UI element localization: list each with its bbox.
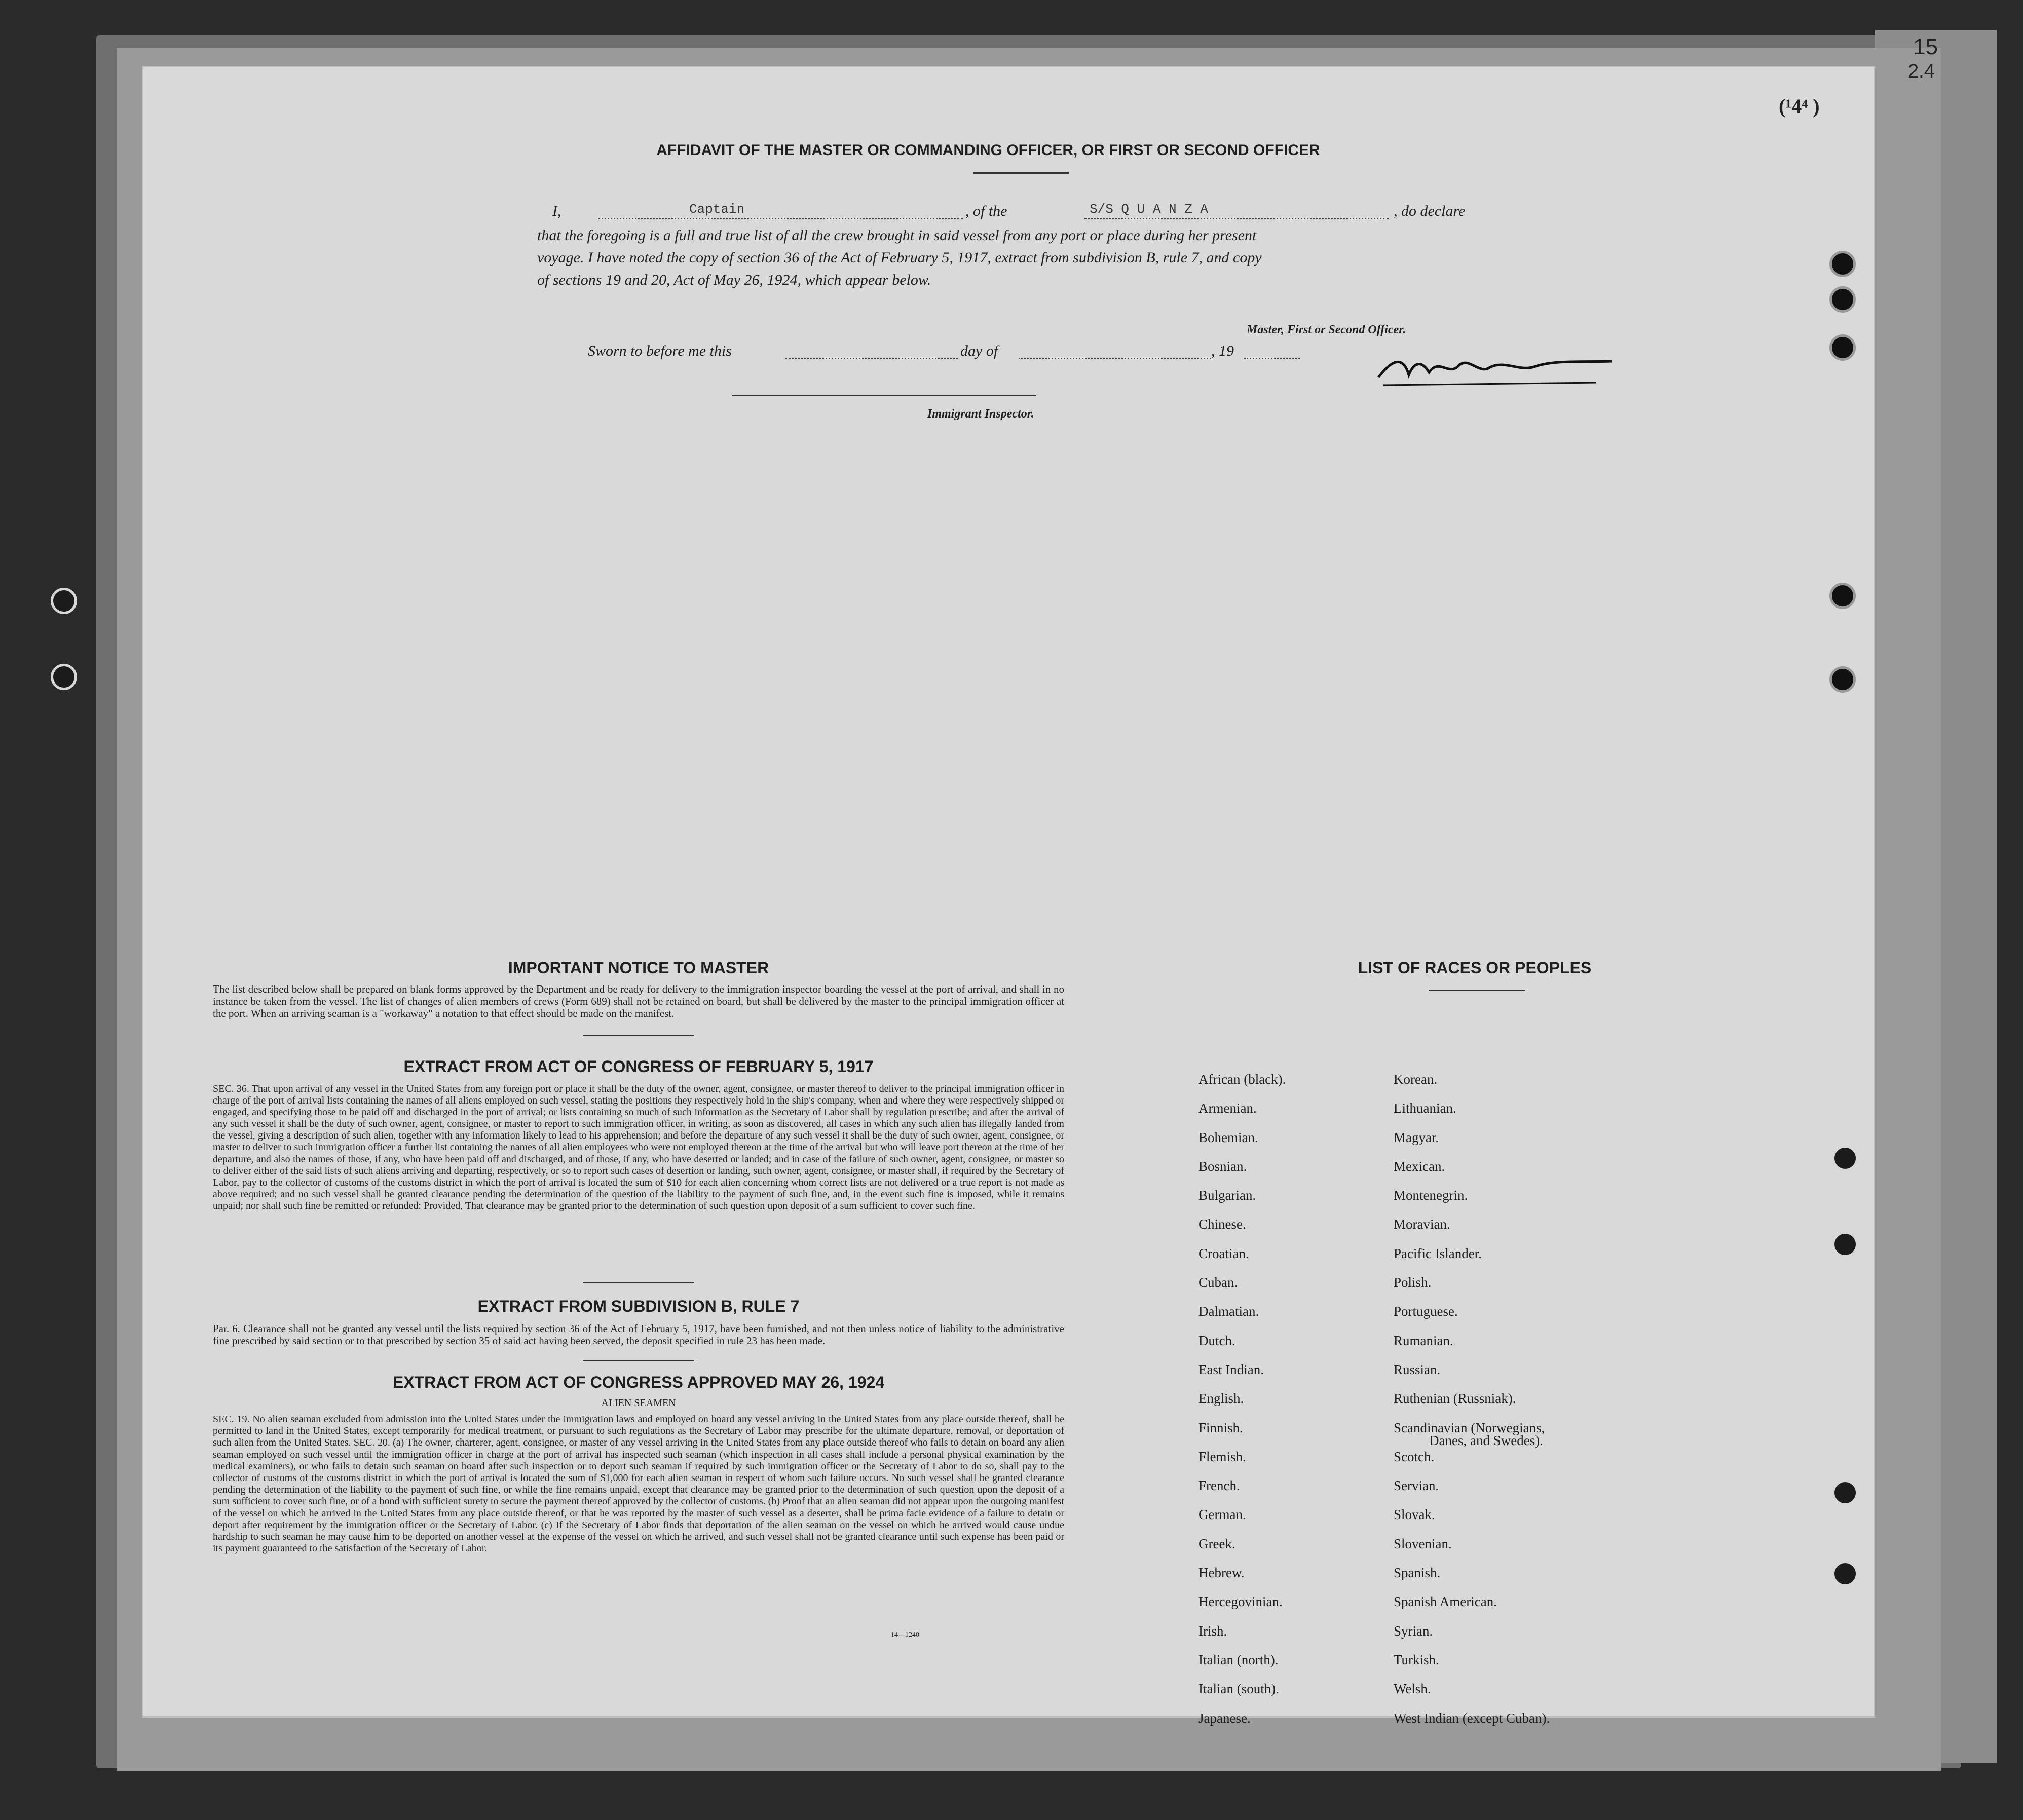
- race-item: Bohemian.: [1198, 1129, 1258, 1145]
- affidavit-title: AFFIDAVIT OF THE MASTER OR COMMANDING OFFICER, OR FIRST OR SECOND OFFICER: [656, 142, 1320, 159]
- binder-hole-icon: [1829, 666, 1856, 693]
- race-item: Pacific Islander.: [1394, 1245, 1482, 1261]
- binder-hole-icon: [51, 664, 77, 690]
- race-item: Irish.: [1198, 1623, 1227, 1639]
- race-item: Slovenian.: [1394, 1536, 1452, 1551]
- race-item: Polish.: [1394, 1275, 1432, 1291]
- race-item: Bosnian.: [1198, 1158, 1247, 1174]
- race-item: Servian.: [1394, 1478, 1439, 1494]
- race-item: Croatian.: [1198, 1245, 1249, 1261]
- affidavit-i: I,: [552, 203, 561, 219]
- title-rule: [973, 172, 1069, 174]
- races-right-column: [1394, 1072, 1550, 1739]
- vessel-value: S/S Q U A N Z A: [1090, 202, 1209, 217]
- race-item: Armenian.: [1198, 1101, 1257, 1116]
- edge-number-1: 15: [1913, 34, 1938, 59]
- extract-1917-rule: [583, 1282, 694, 1283]
- binder-hole-icon: [1829, 251, 1856, 277]
- binder-hole-icon: [1832, 1480, 1858, 1506]
- rule7-rule: [583, 1360, 694, 1361]
- sworn-year-label: , 19: [1211, 343, 1234, 359]
- race-item: Slovak.: [1394, 1507, 1435, 1523]
- form-number: 14—1240: [891, 1631, 919, 1639]
- affidavit-of-the: , of the: [965, 203, 1007, 219]
- race-item: Italian (south).: [1198, 1681, 1279, 1697]
- race-item: Portuguese.: [1394, 1304, 1458, 1319]
- affidavit-line-2: that the foregoing is a full and true list of all the crew brought in said vessel from any port or place during her present: [537, 227, 1257, 244]
- name-line: [598, 218, 963, 219]
- notice-title: IMPORTANT NOTICE TO MASTER: [508, 959, 769, 977]
- rule7-text: Par. 6. Clearance shall not be granted any vessel until the lists required by section 36 of the Act of February 5, 1917, have been furnished, and not then unless notice of liability to the administrative fine prescribed by said section or to that prescribed by section 35 of said act having been served, the deposit specified in rule 23 has been made.: [213, 1322, 1064, 1347]
- affidavit-declare: , do declare: [1394, 203, 1466, 219]
- document-page: [142, 66, 1875, 1726]
- race-item: Magyar.: [1394, 1129, 1439, 1145]
- race-item: Mexican.: [1394, 1158, 1445, 1174]
- race-item: Moravian.: [1394, 1217, 1450, 1232]
- inspector-label: Immigrant Inspector.: [927, 407, 1034, 421]
- race-item: Korean.: [1394, 1072, 1438, 1087]
- race-item: Turkish.: [1394, 1652, 1439, 1667]
- race-item: Cuban.: [1198, 1275, 1238, 1291]
- sworn-prefix: Sworn to before me this: [588, 343, 732, 359]
- edge-number-2: 2.4: [1908, 61, 1935, 82]
- race-item: Hercegovinian.: [1198, 1594, 1283, 1610]
- race-item-continued: Danes, and Swedes).: [1429, 1432, 1543, 1448]
- race-item: Syrian.: [1394, 1623, 1433, 1639]
- race-item: Dutch.: [1198, 1333, 1235, 1348]
- binder-hole-icon: [1829, 583, 1856, 609]
- corner-mark: (¹4⁴ ): [1779, 95, 1820, 118]
- binder-hole-icon: [1832, 1231, 1858, 1258]
- vessel-line: [1084, 218, 1389, 219]
- race-item: Rumanian.: [1394, 1333, 1453, 1348]
- inspector-line: [732, 395, 1036, 396]
- notice-text: The list described below shall be prepared on blank forms approved by the Department and be ready for delivery to the immigration inspector boarding the vessel at the port of arrival, and shall in no instance be taken from the vessel. The list of changes of alien members of crews (Form 689) shall not be retained on board, but shall be delivered by the master to the principal immigration officer at the port. When an arriving seaman is a "workaway" a notation to that effect should be made on the manifest.: [213, 983, 1064, 1019]
- extract-1917-text: SEC. 36. That upon arrival of any vessel in the United States from any foreign port or place it shall be the duty of the owner, agent, consignee, or master thereof to deliver to the principal immigration officer in charge of the port of arrival lists containing the names of all aliens employed on such vessel, stating the positions they respectively hold in the ship's company, when and where they were respectively shipped or engaged, and specifying those to be paid off and discharged in the port of arrival; or lists containing so much of such information as the Secretary of Labor shall by regulation prescribe; and after the arrival of any such vessel it shall be the duty of such owner, agent, consignee, or master to report to such immigration officer, in writing, as soon as discovered, all cases in which any such alien has illegally landed from the vessel, giving a description of such alien, together with any information likely to lead to his apprehension; and before the departure of any such vessel it shall be the duty of such owner, agent, consignee, or master to deliver to such immigration officer a further list containing the names of all alien employees who were not employed thereon at the time of the arrival but who will leave port thereon at the time of her departure, and also the names of those, if any, who have been paid off and discharged, and of those, if any, who have deserted or landed; and in case of the failure of such owner, agent, consignee, or master so to deliver either of the said lists of such aliens arriving and departing, respectively, or so to report such cases of desertion or landing, such owner, agent, consignee, or master shall, if required by the Secretary of Labor, pay to the collector of customs of the customs district in which the port of arrival is located the sum of $10 for each alien concerning whom correct lists are not delivered or a true report is not made as above required; and no such vessel shall be granted clearance pending the determination of the question of the liability to the payment of such fine, and, in the event such fine is imposed, while it remains unpaid; nor shall such fine be remitted or refunded: Provided, That clearance may be granted prior to the determination of such question upon deposit of a sum sufficient to cover such fine.: [213, 1083, 1064, 1211]
- binder-hole-icon: [1832, 1561, 1858, 1587]
- race-item: Montenegrin.: [1394, 1188, 1468, 1203]
- extract-1924-text: SEC. 19. No alien seaman excluded from admission into the United States under the immigration laws and employed on board any vessel arriving in the United States from any place outside thereof, shall be permitted to land in the United States, except temporarily for medical treatment, or pursuant to such regulations as the Secretary of Labor may prescribe for the ultimate departure, removal, or deportation of such alien from the United States. SEC. 20. (a) The owner, charterer, agent, consignee, or master of any vessel arriving in the United States from any place outside thereof who fails to detain on board any alien seaman employed on such vessel until the immigration officer in charge at the port of arrival has inspected such seaman (which inspection in all cases shall include a personal physical examination by the medical examiners), or who fails to detain such seaman on board after such inspection or to deport such seaman if required by such immigration officer or the Secretary of Labor to do so, shall pay to the collector of customs of the customs district in which the port of arrival is located the sum of $1,000 for each alien seaman in respect of whom such failure occurs. No such vessel shall be granted clearance pending the determination of the liability to the payment of such fine, or while the fine remains unpaid, except that clearance may be granted prior to the determination of such question upon the deposit of a sum sufficient to cover such fine, or of a bond with sufficient surety to secure the payment thereof approved by the collector of customs. (b) Proof that an alien seaman did not appear upon the outgoing manifest of the vessel on which he arrived in the United States from any place outside thereof, or that he was reported by the master of such vessel as a deserter, shall be prima facie evidence of a failure to detain or deport after requirement by the immigration officer or the Secretary of Labor. (c) If the Secretary of Labor finds that deportation of the alien seaman on the vessel on which he arrived would cause undue hardship to such seaman he may cause him to be deported on another vessel at the expense of the vessel on which he arrived, and such vessel shall not be granted clearance until such expense has been paid or its payment guaranteed to the satisfaction of the Secretary of Labor.: [213, 1414, 1064, 1554]
- notice-rule: [583, 1035, 694, 1036]
- race-item: Spanish American.: [1394, 1594, 1497, 1610]
- race-item: Spanish.: [1394, 1565, 1441, 1581]
- race-item: African (black).: [1198, 1072, 1286, 1087]
- alien-seamen-subtitle: ALIEN SEAMEN: [601, 1397, 676, 1409]
- race-item: Welsh.: [1394, 1681, 1431, 1697]
- race-item: Scandinavian (Norwegians,: [1394, 1420, 1545, 1435]
- race-item: Italian (north).: [1198, 1652, 1279, 1667]
- signer-label: Master, First or Second Officer.: [1247, 323, 1406, 336]
- binder-hole-icon: [51, 588, 77, 614]
- binder-hole-icon: [1832, 1145, 1858, 1171]
- race-item: English.: [1198, 1391, 1244, 1407]
- affidavit-line-4: of sections 19 and 20, Act of May 26, 1924, which appear below.: [537, 272, 931, 288]
- race-item: Japanese.: [1198, 1710, 1251, 1726]
- races-title: LIST OF RACES OR PEOPLES: [1358, 959, 1592, 977]
- race-item: German.: [1198, 1507, 1246, 1523]
- race-item: Dalmatian.: [1198, 1304, 1259, 1319]
- sworn-day-label: day of: [960, 343, 998, 359]
- binder-hole-icon: [1829, 286, 1856, 313]
- affidavit-line-3: voyage. I have noted the copy of section 36 of the Act of February 5, 1917, extract from subdivision B, rule 7, and copy: [537, 249, 1262, 266]
- race-item: Finnish.: [1198, 1420, 1243, 1435]
- race-item: Hebrew.: [1198, 1565, 1245, 1581]
- race-item: French.: [1198, 1478, 1240, 1494]
- race-item: West Indian (except Cuban).: [1394, 1710, 1550, 1726]
- race-item: Flemish.: [1198, 1449, 1246, 1464]
- race-item: Russian.: [1394, 1361, 1441, 1377]
- rule7-title: EXTRACT FROM SUBDIVISION B, RULE 7: [477, 1297, 800, 1315]
- races-rule: [1429, 990, 1525, 991]
- race-item: Greek.: [1198, 1536, 1235, 1551]
- master-signature: [1373, 347, 1617, 393]
- extract-1924-title: EXTRACT FROM ACT OF CONGRESS APPROVED MAY 26, 1924: [392, 1373, 885, 1391]
- race-item: Chinese.: [1198, 1217, 1246, 1232]
- race-item: East Indian.: [1198, 1361, 1264, 1377]
- race-item-scandinavian: [1394, 1420, 1550, 1449]
- race-item: Ruthenian (Russniak).: [1394, 1391, 1516, 1407]
- race-item: Bulgarian.: [1198, 1188, 1256, 1203]
- sworn-month-line: [1019, 358, 1211, 359]
- race-item: Lithuanian.: [1394, 1101, 1456, 1116]
- sworn-year-line: [1244, 358, 1300, 359]
- sworn-date-line: [785, 358, 958, 359]
- races-left-column: [1198, 1072, 1286, 1739]
- extract-1917-title: EXTRACT FROM ACT OF CONGRESS OF FEBRUARY 5, 1917: [403, 1057, 874, 1076]
- name-value: Captain: [689, 202, 745, 217]
- race-item: Scotch.: [1394, 1449, 1435, 1464]
- binder-hole-icon: [1829, 334, 1856, 361]
